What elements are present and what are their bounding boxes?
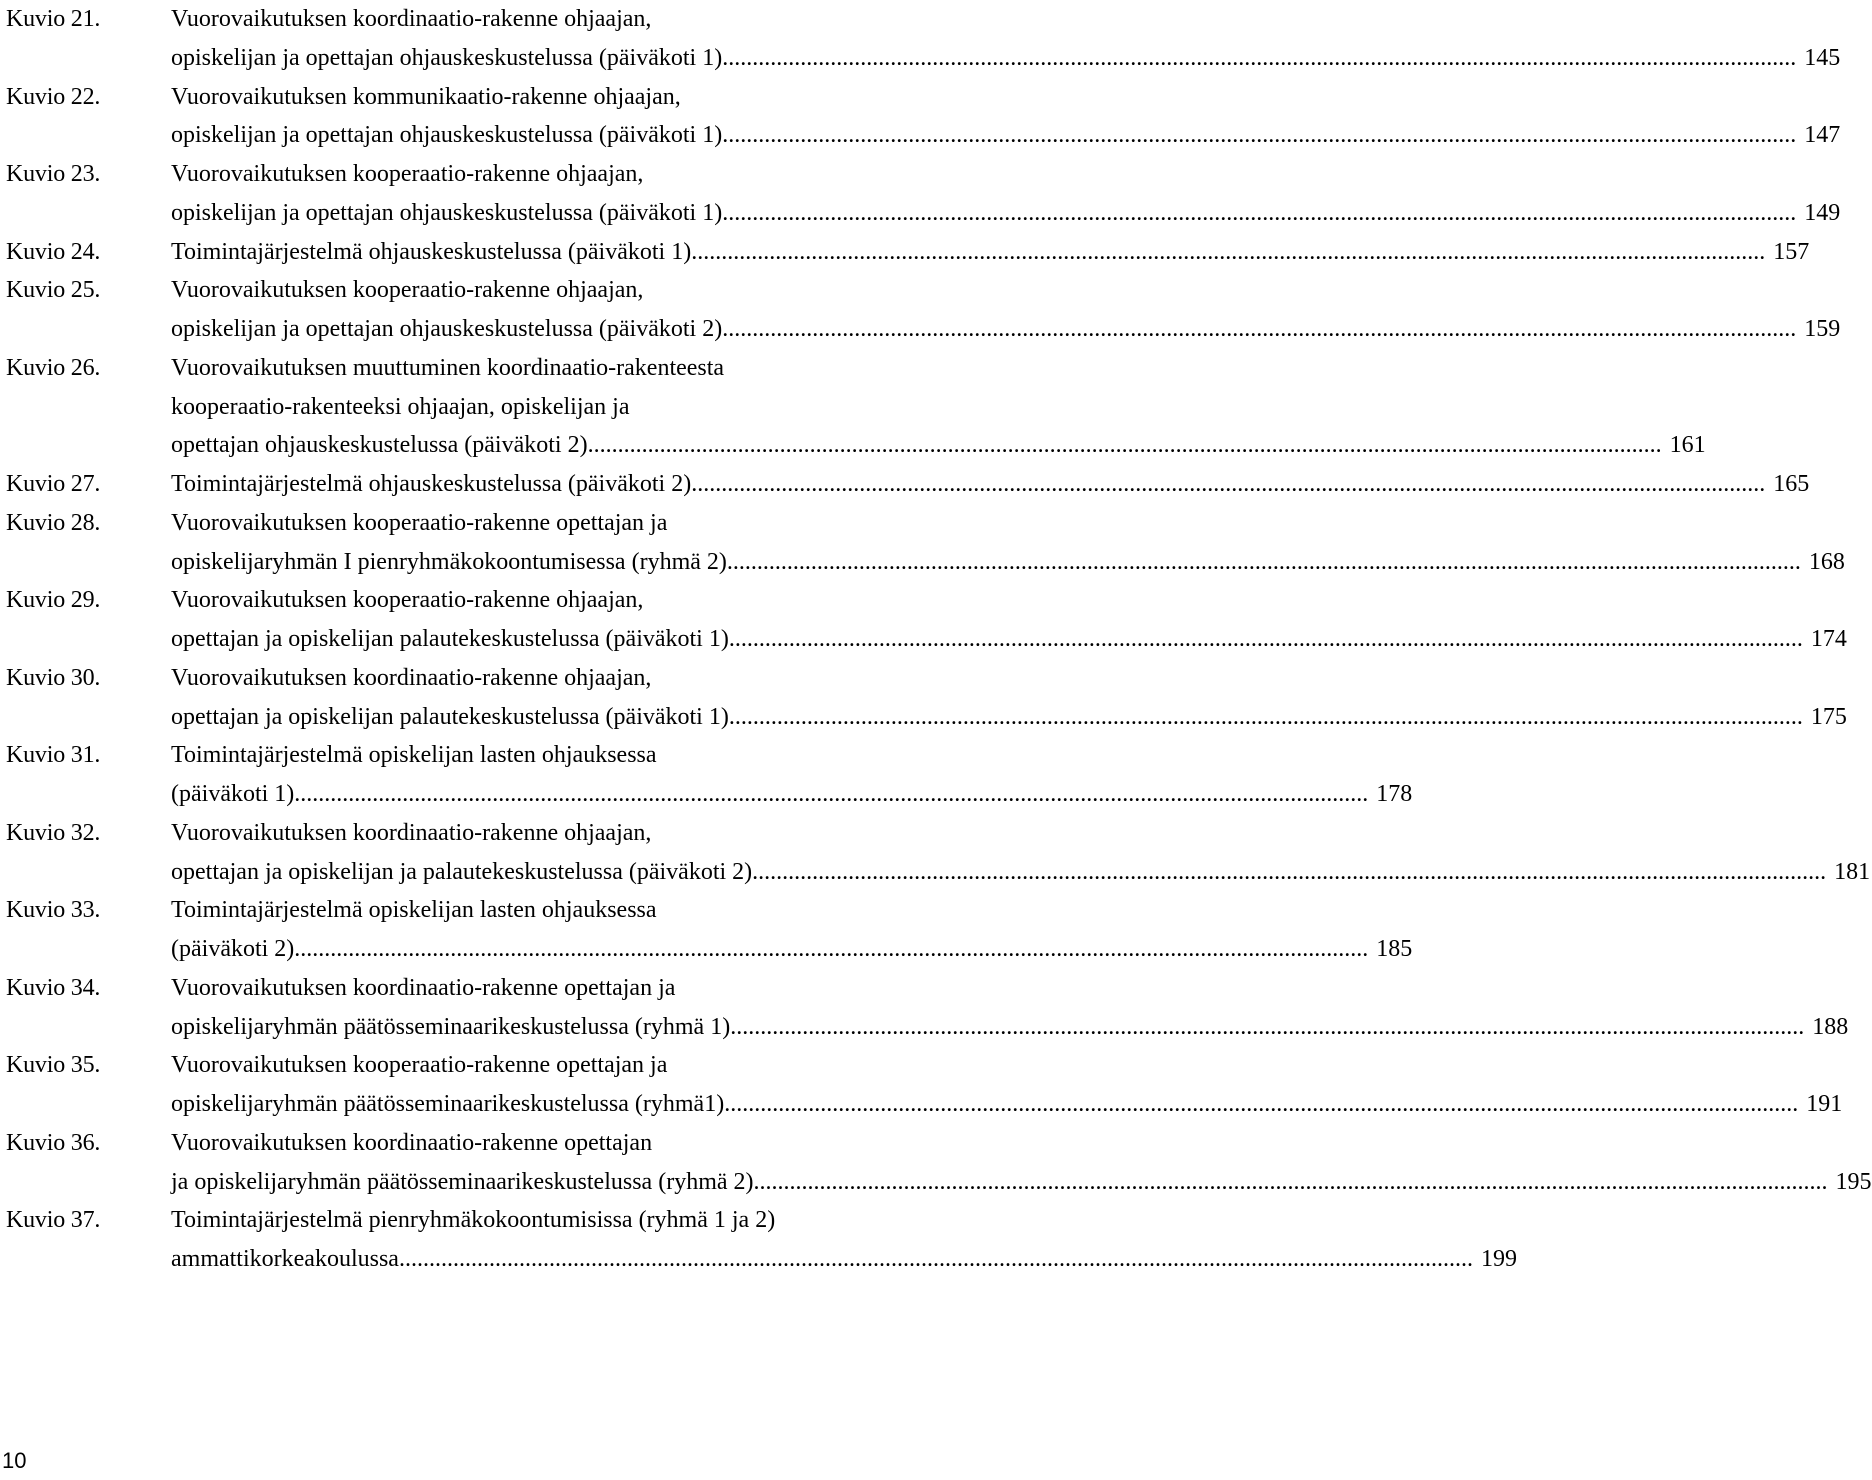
figure-title-line: Toimintajärjestelmä ohjauskeskustelussa (päiväkoti 1) bbox=[171, 238, 692, 265]
figure-label: Kuvio 29. bbox=[6, 587, 101, 614]
dot-leader bbox=[294, 775, 1368, 814]
figure-label: Kuvio 25. bbox=[6, 277, 101, 304]
figure-title-line: Vuorovaikutuksen kooperaatio-rakenne ohjaajan, bbox=[171, 587, 644, 614]
figure-entry bbox=[6, 1201, 1517, 1279]
figure-page-number: 178 bbox=[1376, 781, 1413, 807]
figure-entry bbox=[6, 271, 1841, 349]
figure-entry bbox=[6, 736, 1413, 814]
figure-title-line: opettajan ja opiskelijan palautekeskustelussa (päiväkoti 1) bbox=[171, 626, 729, 652]
figure-label: Kuvio 30. bbox=[6, 664, 101, 691]
figure-title-line: opiskelijan ja opettajan ohjauskeskustelussa (päiväkoti 1) bbox=[171, 122, 723, 149]
dot-leader bbox=[722, 310, 1796, 349]
figure-label: Kuvio 31. bbox=[6, 742, 101, 769]
figure-title-line: Vuorovaikutuksen kooperaatio-rakenne opettajan ja bbox=[171, 509, 668, 536]
dot-leader bbox=[722, 39, 1796, 78]
figure-entry bbox=[6, 891, 1413, 969]
figure-title-line: Toimintajärjestelmä opiskelijan lasten ohjauksessa bbox=[171, 897, 657, 924]
figure-label: Kuvio 33. bbox=[6, 897, 101, 924]
figure-entry bbox=[6, 349, 1706, 465]
figure-title-line: opiskelijaryhmän päätösseminaarikeskustelussa (ryhmä 1) bbox=[171, 1013, 731, 1040]
figure-title-line: opettajan ohjauskeskustelussa (päiväkoti 2) bbox=[171, 432, 588, 459]
figure-title-last-line bbox=[171, 543, 1845, 582]
figure-title-line: Vuorovaikutuksen muuttuminen koordinaatio-rakenteesta bbox=[171, 354, 725, 381]
figure-title-last-line bbox=[171, 426, 1706, 465]
figure-title-line: Vuorovaikutuksen kooperaatio-rakenne ohjaajan, bbox=[171, 277, 644, 304]
figure-title-last-line bbox=[171, 233, 1809, 272]
figure-title bbox=[171, 1201, 1517, 1279]
figure-title bbox=[171, 0, 1840, 78]
dot-leader bbox=[730, 1008, 1804, 1047]
figure-title-line: opiskelijan ja opettajan ohjauskeskustelussa (päiväkoti 1) bbox=[171, 44, 723, 71]
figure-title-line: opettajan ja opiskelijan ja palautekeskustelussa (päiväkoti 2) bbox=[171, 858, 753, 885]
figure-title-line: Toimintajärjestelmä ohjauskeskustelussa (päiväkoti 2) bbox=[171, 471, 692, 497]
dot-leader bbox=[399, 1240, 1473, 1279]
figure-title bbox=[171, 78, 1840, 156]
figure-title-line: (päiväkoti 1) bbox=[171, 781, 295, 807]
dot-leader bbox=[729, 698, 1803, 737]
figure-title bbox=[171, 581, 1847, 659]
dot-leader bbox=[691, 465, 1765, 504]
figure-title-line: Vuorovaikutuksen koordinaatio-rakenne ohjaajan, bbox=[171, 6, 652, 32]
figure-page-number: 149 bbox=[1804, 199, 1841, 226]
figure-title-last-line bbox=[171, 698, 1847, 737]
figure-label: Kuvio 27. bbox=[6, 471, 101, 497]
figure-page-number: 159 bbox=[1804, 316, 1841, 342]
figure-title-last-line bbox=[171, 39, 1840, 78]
figure-page-number: 145 bbox=[1804, 44, 1841, 71]
figure-entry bbox=[6, 155, 1841, 233]
figure-title-line: kooperaatio-rakenteeksi ohjaajan, opiskelijan ja bbox=[171, 393, 630, 420]
figure-title bbox=[171, 233, 1809, 272]
figure-title bbox=[171, 1124, 1872, 1202]
figure-title-line: Toimintajärjestelmä pienryhmäkokoontumisissa (ryhmä 1 ja 2) bbox=[171, 1207, 776, 1234]
figure-page-number: 185 bbox=[1376, 936, 1413, 962]
figure-entry bbox=[6, 581, 1847, 659]
figure-page-number: 195 bbox=[1835, 1168, 1872, 1195]
dot-leader bbox=[294, 930, 1368, 969]
figure-page-number: 188 bbox=[1812, 1013, 1849, 1040]
figure-title bbox=[171, 465, 1809, 504]
figure-title-last-line bbox=[171, 1240, 1517, 1279]
figure-title-line: Vuorovaikutuksen koordinaatio-rakenne ohjaajan, bbox=[171, 664, 652, 691]
figure-title bbox=[171, 271, 1840, 349]
figure-entry bbox=[6, 1046, 1843, 1124]
page-number: 10 bbox=[2, 1448, 27, 1473]
figure-title-last-line bbox=[171, 620, 1847, 659]
figure-title bbox=[171, 736, 1412, 814]
figure-page-number: 181 bbox=[1834, 858, 1871, 885]
figure-title bbox=[171, 659, 1847, 737]
figure-title-last-line bbox=[171, 930, 1412, 969]
figure-label: Kuvio 32. bbox=[6, 819, 101, 846]
figure-title bbox=[171, 1046, 1842, 1124]
figure-title-last-line bbox=[171, 310, 1840, 349]
figure-title-line: opiskelijaryhmän I pienryhmäkokoontumisessa (ryhmä 2) bbox=[171, 548, 727, 575]
figure-title-line: Toimintajärjestelmä opiskelijan lasten ohjauksessa bbox=[171, 742, 657, 769]
figure-label: Kuvio 22. bbox=[6, 83, 101, 110]
figure-entry bbox=[6, 814, 1871, 892]
figure-title-line: Vuorovaikutuksen kooperaatio-rakenne ohjaajan, bbox=[171, 161, 644, 187]
dot-leader bbox=[588, 426, 1662, 465]
figure-label: Kuvio 34. bbox=[6, 974, 101, 1001]
dot-leader bbox=[754, 1163, 1828, 1202]
figure-entry bbox=[6, 969, 1849, 1047]
figure-title-last-line bbox=[171, 1085, 1842, 1124]
figure-entry bbox=[6, 659, 1847, 737]
figure-title-line: ammattikorkeakoulussa bbox=[171, 1246, 399, 1272]
figure-page-number: 168 bbox=[1808, 548, 1845, 575]
figure-page-number: 165 bbox=[1773, 471, 1810, 497]
figure-title-last-line bbox=[171, 465, 1809, 504]
figure-title bbox=[171, 155, 1840, 233]
figure-entry bbox=[6, 233, 1810, 272]
dot-leader bbox=[722, 194, 1796, 233]
figure-title-last-line bbox=[171, 116, 1840, 155]
figure-title bbox=[171, 349, 1706, 465]
dot-leader bbox=[752, 853, 1826, 892]
figure-label: Kuvio 24. bbox=[6, 238, 101, 265]
figure-page-number: 175 bbox=[1810, 703, 1847, 730]
figure-page-number: 147 bbox=[1804, 122, 1841, 149]
figure-title-line: Vuorovaikutuksen kommunikaatio-rakenne ohjaajan, bbox=[171, 83, 681, 110]
figure-page-number: 191 bbox=[1806, 1091, 1843, 1117]
figure-title-line: Vuorovaikutuksen koordinaatio-rakenne opettajan ja bbox=[171, 974, 676, 1001]
dot-leader bbox=[729, 620, 1803, 659]
figure-title-line: opettajan ja opiskelijan palautekeskustelussa (päiväkoti 1) bbox=[171, 703, 729, 730]
figure-title-line: ja opiskelijaryhmän päätösseminaarikeskustelussa (ryhmä 2) bbox=[171, 1168, 754, 1195]
figure-title bbox=[171, 814, 1870, 892]
figure-label: Kuvio 23. bbox=[6, 161, 101, 187]
figure-page-number: 161 bbox=[1669, 432, 1706, 459]
figure-entry bbox=[6, 465, 1810, 504]
figure-title-line: Vuorovaikutuksen koordinaatio-rakenne opettajan bbox=[171, 1129, 653, 1156]
figure-title-last-line bbox=[171, 1163, 1872, 1202]
figure-label: Kuvio 28. bbox=[6, 509, 101, 536]
figure-page-number: 174 bbox=[1810, 626, 1847, 652]
figure-title-line: Vuorovaikutuksen koordinaatio-rakenne ohjaajan, bbox=[171, 819, 652, 846]
list-of-figures bbox=[6, 0, 1872, 1279]
figure-label: Kuvio 26. bbox=[6, 354, 101, 381]
figure-title-line: Vuorovaikutuksen kooperaatio-rakenne opettajan ja bbox=[171, 1052, 668, 1079]
dot-leader bbox=[724, 1085, 1798, 1124]
figure-label: Kuvio 37. bbox=[6, 1207, 101, 1234]
figure-title bbox=[171, 891, 1412, 969]
figure-entry bbox=[6, 504, 1845, 582]
figure-title-line: opiskelijan ja opettajan ohjauskeskustelussa (päiväkoti 1) bbox=[171, 199, 723, 226]
figure-title-line: (päiväkoti 2) bbox=[171, 936, 295, 962]
figure-page-number: 199 bbox=[1480, 1246, 1517, 1272]
figure-title-line: opiskelijaryhmän päätösseminaarikeskustelussa (ryhmä1) bbox=[171, 1091, 725, 1117]
dot-leader bbox=[727, 543, 1801, 582]
figure-label: Kuvio 36. bbox=[6, 1129, 101, 1156]
dot-leader bbox=[722, 116, 1796, 155]
figure-title bbox=[171, 969, 1848, 1047]
figure-title bbox=[171, 504, 1845, 582]
figure-entry bbox=[6, 0, 1841, 78]
figure-title-last-line bbox=[171, 194, 1840, 233]
dot-leader bbox=[691, 233, 1765, 272]
figure-title-last-line bbox=[171, 775, 1412, 814]
figure-label: Kuvio 21. bbox=[6, 6, 101, 32]
figure-label: Kuvio 35. bbox=[6, 1052, 101, 1079]
figure-title-last-line bbox=[171, 1008, 1848, 1047]
figure-page-number: 157 bbox=[1773, 238, 1810, 265]
figure-title-last-line bbox=[171, 853, 1870, 892]
figure-entry bbox=[6, 1124, 1872, 1202]
figure-title-line: opiskelijan ja opettajan ohjauskeskustelussa (päiväkoti 2) bbox=[171, 316, 723, 342]
figure-entry bbox=[6, 78, 1841, 156]
